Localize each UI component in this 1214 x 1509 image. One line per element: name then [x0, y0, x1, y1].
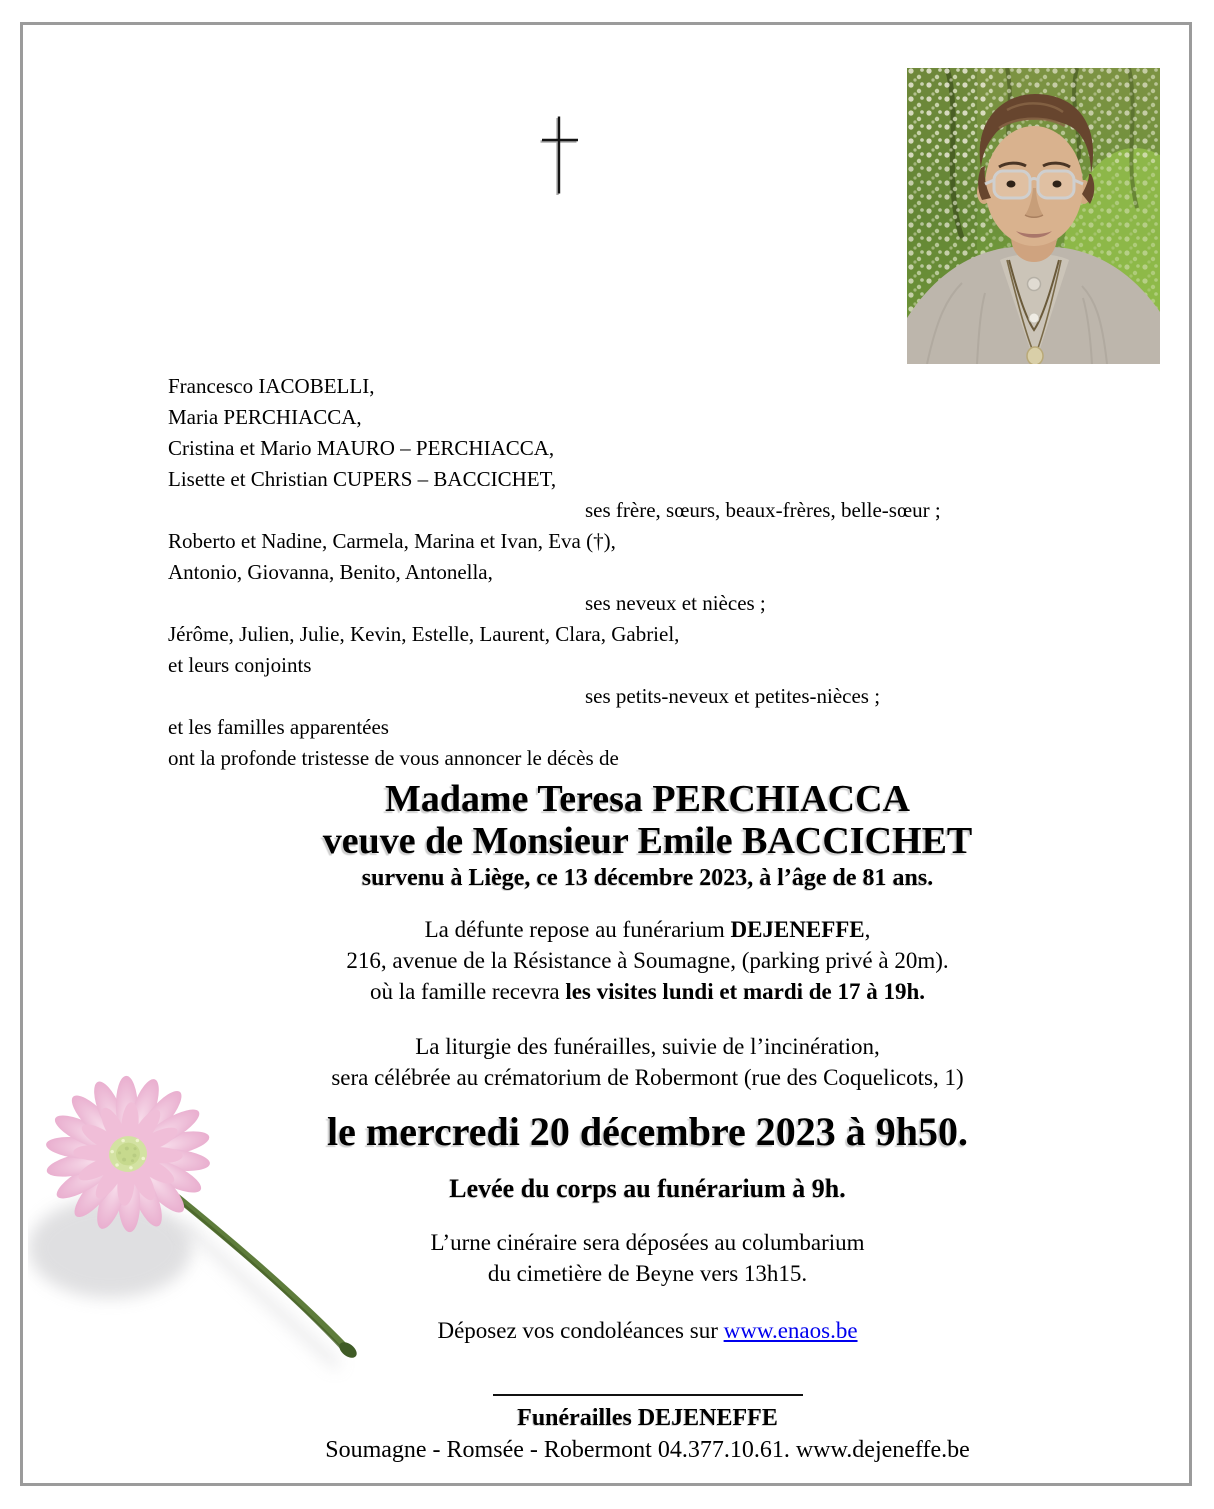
- relationship-line: ses neveux et nièces ;: [585, 591, 766, 615]
- repose-suffix: ,: [864, 917, 871, 942]
- liturgy-line2: sera célébrée au crématorium de Robermont (rue des Coquelicots, 1): [331, 1065, 964, 1090]
- condolences-text: Déposez vos condoléances sur: [437, 1318, 724, 1343]
- repose-notice-block: [168, 914, 1127, 1007]
- footer-block: [168, 1394, 1127, 1466]
- visits-prefix: où la famille recevra: [369, 979, 566, 1004]
- footer-divider: [493, 1394, 803, 1396]
- relationship-line: ses petits-neveux et petites-nièces ;: [585, 684, 881, 708]
- christian-cross-icon: [538, 110, 580, 200]
- family-line: Cristina et Mario MAURO – PERCHIACCA,: [168, 436, 555, 460]
- family-line: Jérôme, Julien, Julie, Kevin, Estelle, Laurent, Clara, Gabriel,: [168, 622, 680, 646]
- visits-schedule: les visites lundi et mardi de 17 à 19h.: [565, 979, 926, 1004]
- family-line: Maria PERCHIACCA,: [168, 405, 362, 429]
- family-line: Francesco IACOBELLI,: [168, 374, 375, 398]
- urn-line2: du cimetière de Beyne vers 13h15.: [487, 1261, 808, 1286]
- family-line: Lisette et Christian CUPERS – BACCICHET,: [168, 467, 557, 491]
- relationship-line: ses frère, sœurs, beaux-frères, belle-sœur ;: [585, 498, 941, 522]
- funerarium-address: 216, avenue de la Résistance à Soumagne, (parking privé à 20m).: [346, 948, 949, 973]
- funeral-home-title: Funérailles DEJENEFFE: [517, 1405, 778, 1431]
- enaos-link[interactable]: www.enaos.be: [723, 1318, 858, 1343]
- visits-line: [168, 976, 1127, 1007]
- announcement-line: ont la profonde tristesse de vous annoncer le décès de: [168, 746, 619, 770]
- family-line: et les familles apparentées: [168, 715, 389, 739]
- portrait-photo: [907, 68, 1160, 364]
- deceased-name: Madame Teresa PERCHIACCA: [385, 778, 910, 820]
- flower-image: [28, 1068, 376, 1386]
- flower-stem: [156, 1180, 360, 1361]
- family-line: Antonio, Giovanna, Benito, Antonella,: [168, 560, 493, 584]
- flower-shadow: [28, 1198, 338, 1366]
- deceased-widow-line: veuve de Monsieur Emile BACCICHET: [322, 820, 973, 862]
- family-names-block: [168, 371, 1127, 774]
- liturgy-line1: La liturgie des funérailles, suivie de l’incinération,: [415, 1034, 880, 1059]
- repose-prefix: La défunte repose au funérarium: [424, 917, 731, 942]
- ceremony-date: le mercredi 20 décembre 2023 à 9h50.: [327, 1109, 968, 1154]
- repose-line: [168, 914, 1127, 945]
- urn-line1: L’urne cinéraire sera déposées au columbarium: [430, 1230, 865, 1255]
- family-line: Roberto et Nadine, Carmela, Marina et Ivan, Eva (†),: [168, 529, 616, 553]
- funeral-home-name: DEJENEFFE: [730, 917, 865, 942]
- deceased-title-block: [168, 778, 1127, 894]
- funeral-home-locations: Soumagne - Romsée - Robermont 04.377.10.61. www.dejeneffe.be: [325, 1437, 970, 1463]
- body-removal-line: Levée du corps au funérarium à 9h.: [449, 1174, 846, 1203]
- family-line: et leurs conjoints: [168, 653, 312, 677]
- death-details: survenu à Liège, ce 13 décembre 2023, à l’âge de 81 ans.: [361, 865, 934, 891]
